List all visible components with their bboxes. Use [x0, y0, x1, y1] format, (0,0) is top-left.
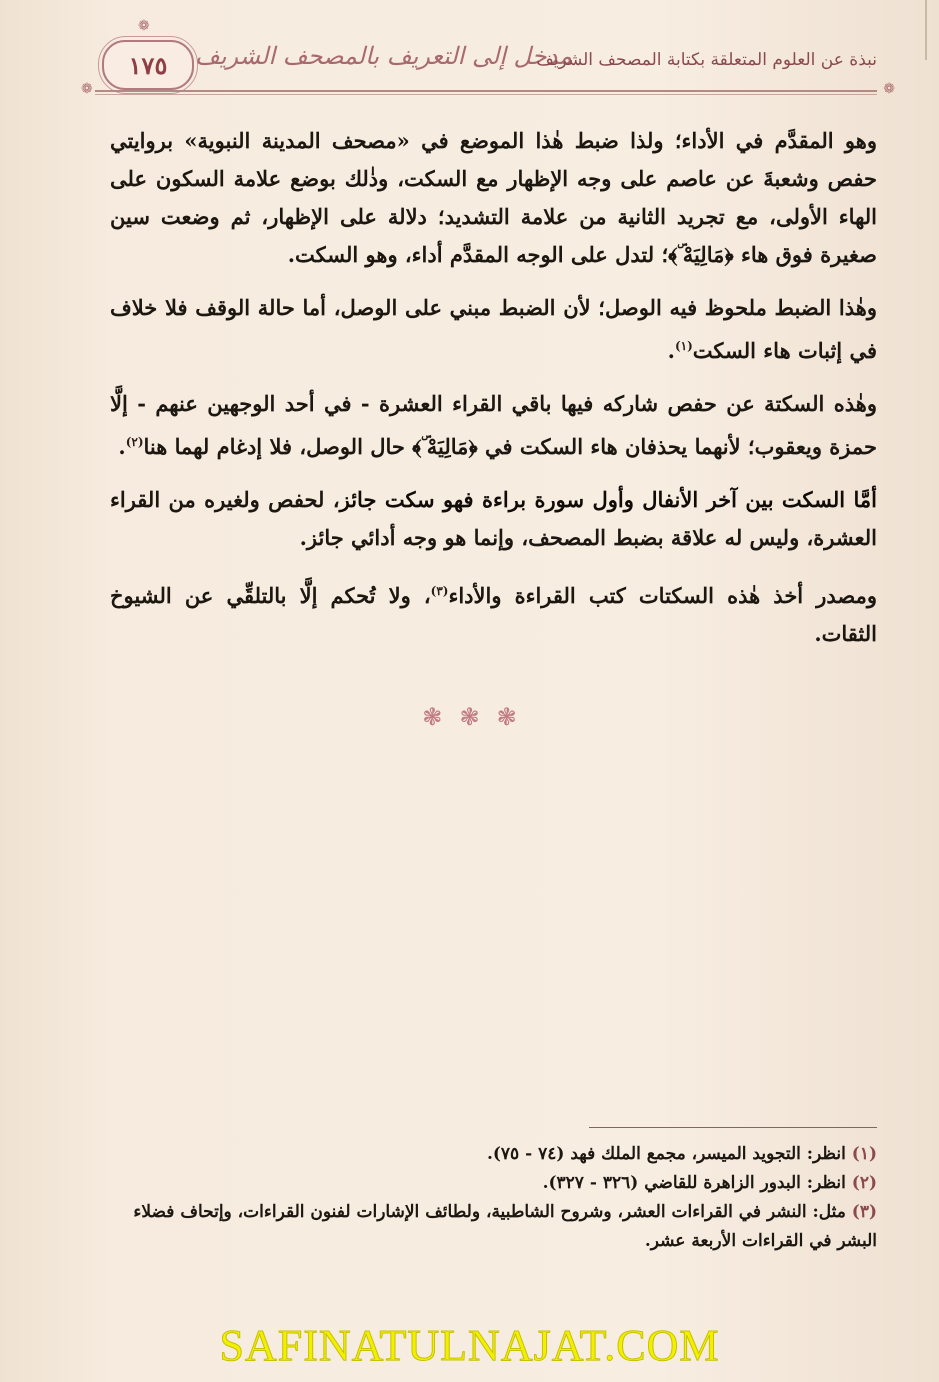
- footnote-2-number: (٢): [851, 1173, 877, 1193]
- footnote-rule: [589, 1127, 877, 1128]
- footnote-3-text: مثل: النشر في القراءات العشر، وشروح الشاطبية، ولطائف الإشارات لفنون القراءات، وإتحاف فضلاء البشر في القراءات الأربعة عشر.: [133, 1202, 877, 1251]
- paragraph-2-end: .: [667, 338, 675, 363]
- header-flower-right-icon: ❁: [883, 81, 895, 97]
- paragraph-4-bold: أمَّا السكت بين آخر الأنفال وأول سورة براءة فهو سكت جائز: [339, 487, 877, 512]
- footnote-1-text: انظر: التجويد الميسر، مجمع الملك فهد (٧٤ - ٧٥).: [486, 1144, 852, 1164]
- paragraph-5: [110, 572, 877, 653]
- paragraph-3-text: وهٰذه السكتة عن حفص شاركه فيها باقي القراء العشرة - في أحد الوجهين عنهم - إلَّا حمزة ويعقوب؛ لأنهما يحذفان هاء السكت في ﴿مَالِيَهْ ۜ﴾ حال الوصل، فلا إدغام لهما هنا: [110, 391, 877, 459]
- paragraph-5-end: ، ولا تُحكم إلَّا بالتلقِّي عن الشيوخ الثقات.: [110, 583, 877, 646]
- book-title: مدخل إلى التعريف بالمصحف الشريف: [195, 42, 573, 70]
- footnote-2-text: انظر: البدور الزاهرة للقاضي (٣٢٦ - ٣٢٧).: [542, 1173, 852, 1193]
- footnote-1: [100, 1140, 877, 1169]
- paragraph-2-text: وهٰذا الضبط ملحوظ فيه الوصل؛ لأن الضبط مبني على الوصل، أما حالة الوقف فلا خلاف في إثبات هاء السكت: [110, 295, 877, 363]
- star-ornament-icon: ❃: [422, 703, 443, 731]
- paragraph-5-text: ومصدر أخذ هٰذه السكتات كتب القراءة والأداء: [448, 583, 878, 608]
- star-ornament-icon: ❃: [459, 703, 480, 731]
- header-rule: [95, 90, 877, 92]
- main-text: [110, 122, 877, 668]
- paragraph-4-rest: ، لحفص ولغيره من القراء العشرة، وليس له علاقة بضبط المصحف، وإنما هو وجه أدائي جائز.: [110, 487, 877, 550]
- page-header: [81, 18, 895, 98]
- watermark: SAFINATULNAJAT.COM: [219, 1321, 720, 1370]
- header-flower-icon: ❁: [138, 18, 150, 34]
- footnote-1-number: (١): [851, 1144, 877, 1164]
- paragraph-2: [110, 289, 877, 370]
- footnote-ref-1[interactable]: (١): [674, 339, 693, 353]
- paragraph-3-end: .: [118, 434, 126, 459]
- header-flower-left-icon: ❁: [81, 81, 93, 97]
- spine-line: [925, 0, 927, 60]
- footnote-3-number: (٣): [851, 1202, 877, 1222]
- footnote-ref-3[interactable]: (٣): [430, 584, 449, 598]
- footnote-3: [100, 1198, 877, 1256]
- section-divider: [0, 703, 939, 731]
- paragraph-3: [110, 385, 877, 466]
- page-number: ١٧٥: [128, 50, 168, 80]
- footnotes: [100, 1140, 877, 1256]
- footnote-2: [100, 1169, 877, 1198]
- star-ornament-icon: ❃: [496, 703, 517, 731]
- running-title: نبذة عن العلوم المتعلقة بكتابة المصحف الشريف: [536, 50, 877, 70]
- page-number-badge: [102, 40, 194, 90]
- footnote-ref-2[interactable]: (٢): [125, 435, 144, 449]
- paragraph-4: [110, 481, 877, 557]
- paragraph-1: وهو المقدَّم في الأداء؛ ولذا ضبط هٰذا الموضع في «مصحف المدينة النبوية» بروايتي حفص وشعبةَ عن عاصم على وجه الإظهار مع السكت، وذٰلك بوضع علامة السكون على الهاء الأولى، مع تجريد الثانية من علامة التشديد؛ دلالة على الإظهار، ثم وضعت سين صغيرة فوق هاء ﴿مَالِيَهْ ۜ﴾؛ لتدل على الوجه المقدَّم أداء، وهو السكت.: [110, 128, 877, 267]
